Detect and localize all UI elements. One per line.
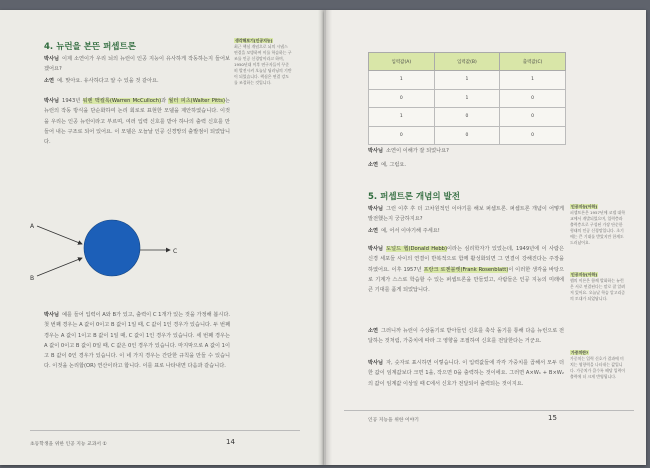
page-number: 15	[548, 414, 557, 422]
paragraph	[44, 310, 230, 372]
table-cell: 0	[500, 108, 566, 127]
table-row	[369, 108, 566, 127]
neuron-node	[84, 220, 140, 276]
sidebar-tag: 가중치란?	[571, 350, 589, 355]
paragraph	[368, 326, 564, 347]
footer-text: 인공 지능을 위한 이야기	[368, 418, 419, 423]
input-b-arrow	[37, 258, 82, 276]
table-header: 출력값(C)	[500, 53, 566, 71]
table-cell: 1	[369, 108, 435, 127]
table-row	[369, 126, 566, 145]
paragraph: 박사님 도널드 헵(Donald Hebb)이라는 심리학자가 있었는데, 1949년에 이 사람은 신경 세포들 사이의 연결이 반복적으로 함께 활성화되면 그 연결이 강해진다는 주장을 하였어요. 이후 1957년 프랑크 로젠블렛(Frank Rosenblatt)이 이러한 생각을 바탕으로 기계가 스스로 학습할 수 있는 퍼셉트론을 만들었고, 사람들은 인공 지능의 미래에 큰 기대를 품게 되었답니다.	[368, 246, 565, 294]
speaker-label: 소연	[368, 328, 379, 334]
speaker-label: 박사님	[368, 360, 384, 366]
paragraph	[368, 204, 564, 225]
table-header: 입력값(A)	[369, 53, 435, 71]
speaker-label: 박사님	[368, 148, 384, 154]
table-cell: 0	[500, 126, 566, 145]
left-page	[0, 10, 324, 465]
table-row	[369, 89, 566, 108]
section-heading: 4. 뉴런을 본뜬 퍼셉트론	[44, 42, 136, 52]
table-cell: 0	[369, 126, 435, 145]
sidebar-tag: 인공지능[아하]	[571, 204, 598, 209]
speaker-label: 소연	[44, 78, 55, 84]
truth-table	[368, 52, 566, 145]
section-heading: 5. 퍼셉트론 개념의 발전	[368, 192, 460, 202]
speaker-label: 박사님	[44, 98, 60, 104]
table-cell: 0	[500, 89, 566, 108]
paragraph	[368, 226, 564, 236]
highlight-name: 워렌 맥컬록(Warren McCulloch)	[82, 98, 162, 104]
paragraph-text: 자, 숫자로 표시하면 이렇습니다. 이 입력값들에 각각 가중치를 곱해서 모두 더한 값이 임계값보다 크면 1을, 작으면 0을 출력하는 것이에요. 그러면 A×W₁ + B×W₂의 값이 임계값 이상일 때 C에서 신호가 전달되어 출력되는 것이지요.	[368, 360, 564, 387]
table-cell: 0	[434, 126, 500, 145]
sidebar-note	[570, 350, 626, 380]
sidebar-note	[234, 38, 292, 86]
input-b-label: B	[30, 275, 35, 282]
sidebar-text: 최근 핵심 개념으로 뇌의 시냅스 연결을 모방하여 이를 학습하는 구조를 인공 신경망이라고 하며, 1950년대 이후 연구자들이 꾸준히 발전시켜 오늘날 딥러닝의 기반이 되었습니다. 핵심은 연결 강도를 조절하는 것입니다.	[234, 44, 292, 85]
paragraph	[368, 358, 564, 389]
sidebar-note	[570, 272, 626, 302]
speaker-label: 박사님	[368, 206, 384, 212]
paragraph	[368, 160, 564, 170]
sidebar-tag: 인공지능[아하]	[571, 272, 598, 277]
paragraph-text: 그러니까 뉴런이 수상돌기로 받아들인 신호를 축삭 돌기를 통해 다음 뉴런으로 전달하는 것처럼, 가중치에 따라 그 영향을 조절하여 신호를 전달한다는 거군요.	[368, 328, 564, 345]
sidebar-note	[570, 204, 626, 246]
footer-rule	[344, 410, 634, 411]
paragraph-text: 그런 이후 후 더 고차원적인 이야기를 해보 퍼셉트론. 퍼셉트론 개념이 어떻게 발전했는지 궁금하지요?	[368, 206, 564, 223]
sidebar-text: 헵의 이론은 함께 발화하는 뉴런은 서로 연결된다는 말로 잘 알려져 있어요. 오늘날 학습 알고리즘의 토대가 되었답니다.	[570, 278, 626, 301]
table-cell: 1	[434, 71, 500, 90]
table-header-row	[369, 53, 566, 71]
table-cell: 0	[434, 108, 500, 127]
table-cell: 1	[434, 89, 500, 108]
page-number: 14	[226, 438, 235, 446]
paragraph	[44, 54, 230, 75]
paragraph-text: 예, 그럼요.	[381, 162, 407, 168]
paragraph-text: 소연이 이해가 잘 되었나요?	[386, 148, 449, 154]
sidebar-tag: 생각해보기[인공지능]	[235, 38, 273, 43]
right-page	[324, 10, 646, 465]
paragraph	[368, 146, 564, 156]
sidebar-text: 가중치는 입력 신호가 결과에 미치는 영향력을 나타내는 값입니다. 가중치가 클수록 해당 입력이 출력에 더 크게 반영됩니다.	[570, 356, 626, 379]
highlight-name: 프랑크 로젠블렛(Frank Rosenblatt)	[423, 266, 509, 273]
paragraph-text: 예를 들어 입력이 A와 B가 있고, 출력이 C 1개가 있는 것을 가정해 봅시다. 첫 번째 경우는 A 값이 0이고 B 값이 1일 때, C 값이 1인 경우가 있습니다. 두 번째 경우는 A 값이 1이고 B 값이 1일 때, C 값이 1인 경우가 있습니다. 세 번째 경우는 A 값이 0이고 B 값이 0일 때, C 값은 0인 경우가 있습니다. 마지막으로 A 값이 1이고 B 값이 0인 경우가 있습니다. 이 네 가지 경우는 간단한 규칙을 만들 수 있습니다. 이것을 논리합(OR) 연산이라고 합니다. 이를 표로 나타내면 다음과 같습니다.	[44, 312, 230, 370]
paragraph-text: 예, 어서 이야기해 주세요!	[381, 228, 440, 234]
speaker-label: 소연	[368, 228, 379, 234]
table-cell: 1	[500, 71, 566, 90]
paragraph-text: 이제 소연이가 우리 뇌의 뉴런이 인공 지능이 유사하게 작동하는지 들어보겠어요?	[44, 56, 230, 73]
table-row	[369, 71, 566, 90]
table-header: 입력값(B)	[434, 53, 500, 71]
paragraph: 박사님 1943년 워렌 맥컬록(Warren McCulloch)과 월터 피츠(Walter Pitts)는 뉴런의 작동 방식을 단순화하여 논리 회로로 표현한 모델을 제안하였습니다. 이것을 우리는 인공 뉴런이라고 부르며, 여러 입력 신호를 받아 하나의 출력 신호를 만들어 내는 구조로 되어 있어요. 이 모델은 오늘날 인공 신경망의 출발점이 되었답니다.	[44, 98, 230, 146]
table-cell: 0	[369, 89, 435, 108]
highlight-name: 월터 피츠(Walter Pitts)	[168, 98, 225, 104]
speaker-label: 소연	[368, 162, 379, 168]
neuron-diagram	[30, 208, 190, 290]
footer-text: 초등학생을 위한 인공 지능 교과서 ①	[30, 442, 107, 447]
highlight-name: 도널드 헵(Donald Hebb)	[386, 246, 447, 252]
table-cell: 1	[369, 71, 435, 90]
sidebar-text: 퍼셉트론은 1957년에 코넬 대학교에서 개발되었으며, 입력층과 출력층으로 구성된 가장 단순한 형태의 인공 신경망입니다. 초기에는 큰 기대를 받았지만 한계도 드러났어요.	[570, 210, 625, 245]
input-a-arrow	[37, 226, 82, 244]
output-c-label: C	[173, 248, 178, 255]
footer-rule	[30, 430, 300, 431]
paragraph-text: 예. 맞아요. 유사하다고 알 수 있을 것 같아요.	[57, 78, 159, 84]
input-a-label: A	[30, 223, 35, 230]
paragraph	[44, 76, 230, 86]
speaker-label: 박사님	[368, 246, 384, 252]
speaker-label: 박사님	[44, 56, 60, 62]
speaker-label: 박사님	[44, 312, 60, 318]
